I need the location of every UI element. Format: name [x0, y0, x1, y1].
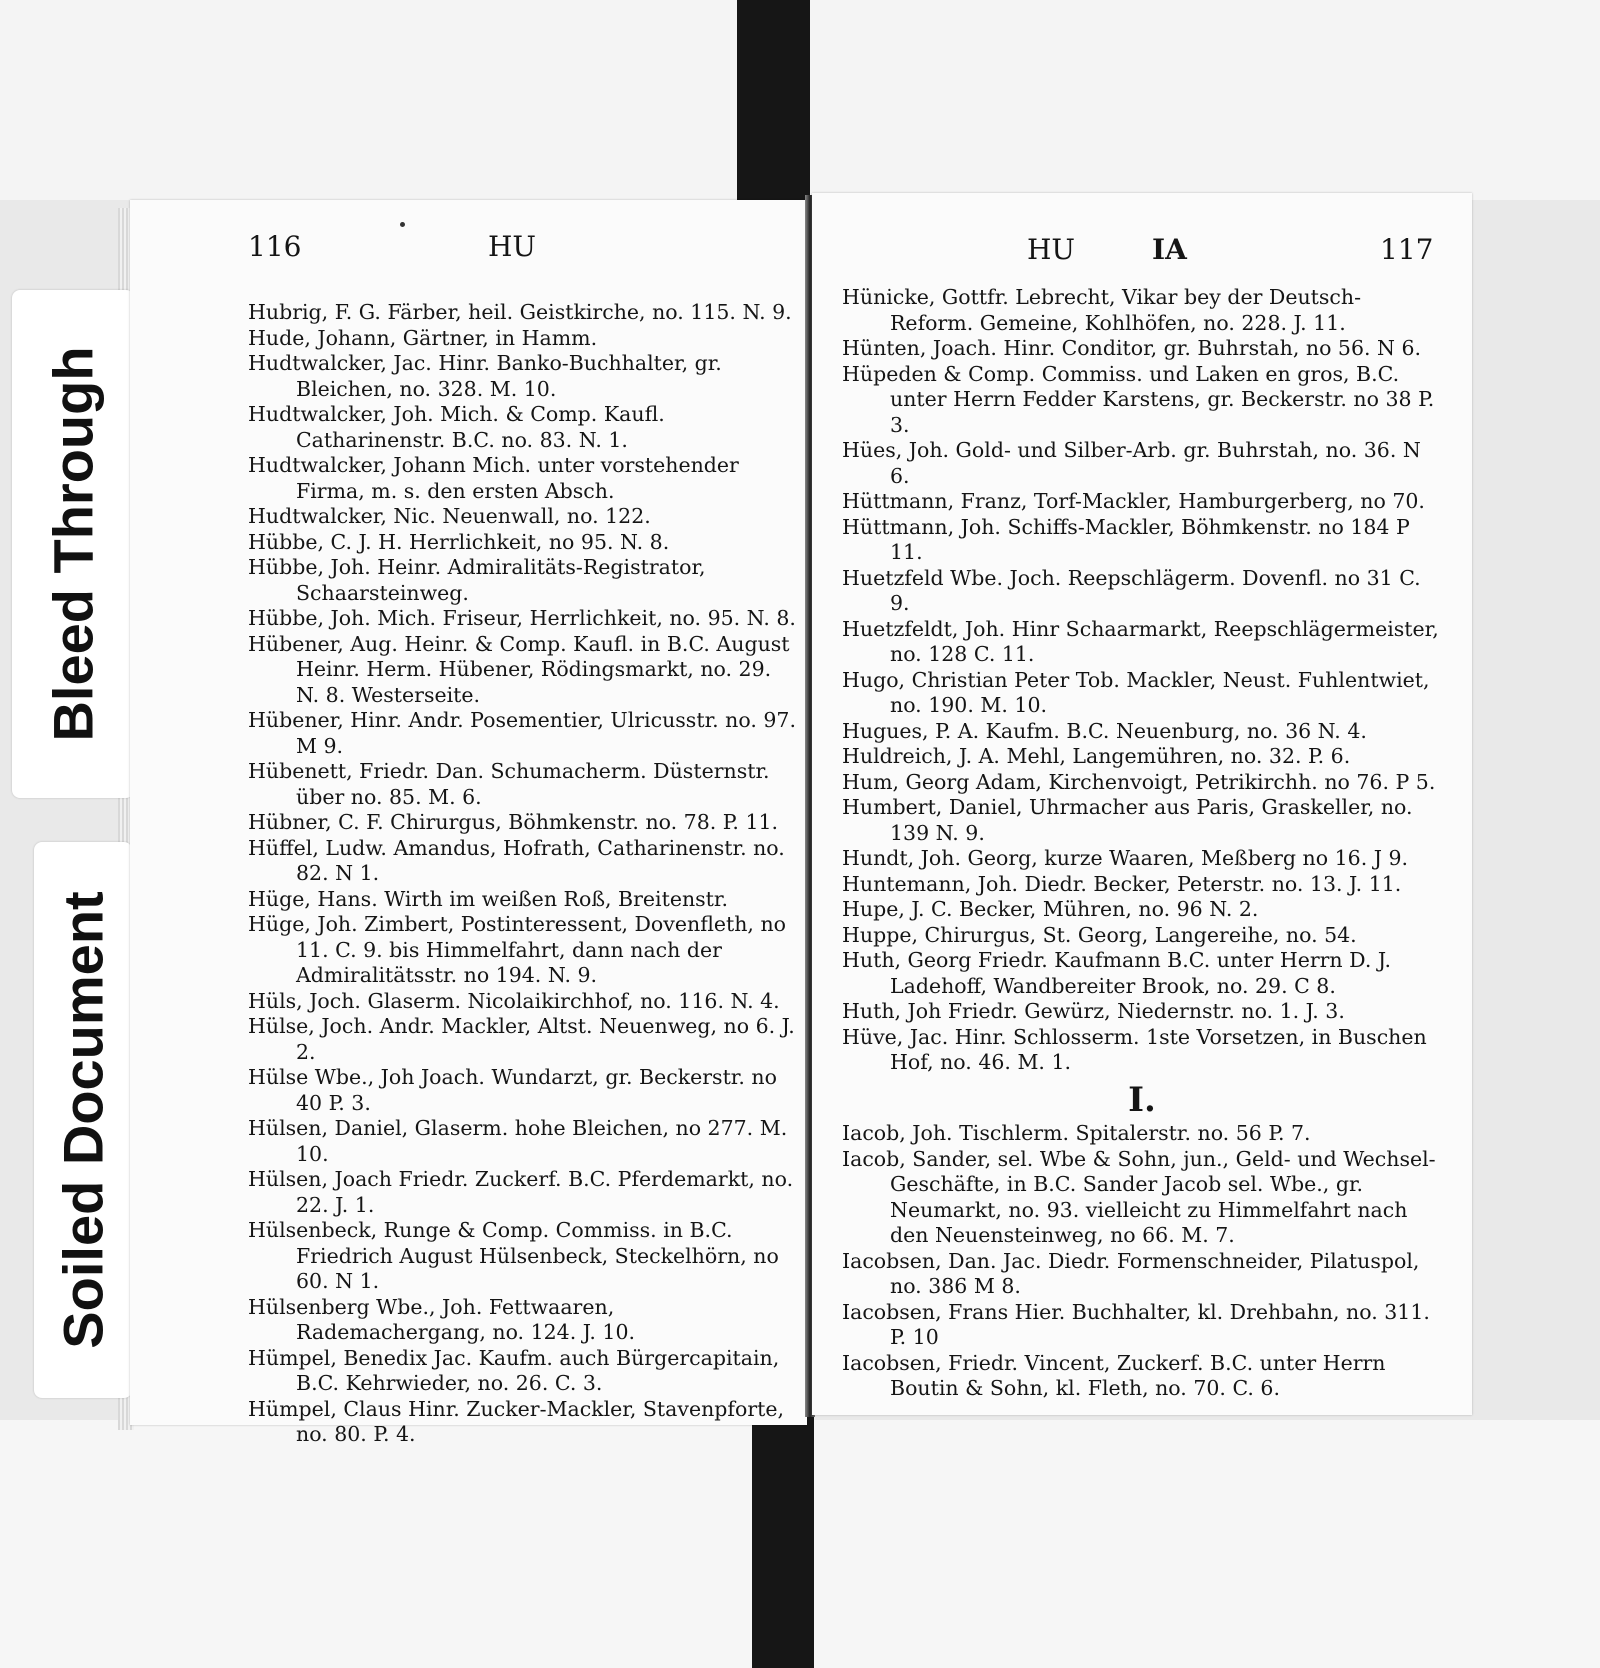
directory-entry: Hübenett, Friedr. Dan. Schumacherm. Düsternstr. über no. 85. M. 6.	[248, 759, 770, 809]
left-page	[130, 200, 807, 1446]
left-page-number: 116	[248, 230, 302, 263]
directory-entry: Hünten, Joach. Hinr. Conditor, gr. Buhrstah, no 56. N 6.	[842, 336, 1422, 360]
directory-entry: Huetzfeldt, Joh. Hinr Schaarmarkt, Reepschlägermeister, no. 128 C. 11.	[842, 616, 1439, 666]
directory-entry: Hübbe, C. J. H. Herrlichkeit, no 95. N. 8.	[248, 529, 670, 554]
directory-entry: Hümpel, Claus Hinr. Zucker-Mackler, Stavenpforte, no. 80. P. 4.	[248, 1396, 785, 1446]
directory-entry: Hum, Georg Adam, Kirchenvoigt, Petrikirchh. no 76. P 5.	[842, 769, 1436, 794]
directory-entry: Hüge, Hans. Wirth im weißen Roß, Breitenstr.	[248, 886, 728, 911]
directory-entry: Huntemann, Joh. Diedr. Becker, Peterstr. no. 13. J. 11.	[842, 871, 1402, 896]
directory-entry: Iacobsen, Dan. Jac. Diedr. Formenschneider, Pilatuspol, no. 386 M 8.	[842, 1248, 1420, 1298]
directory-entry: Hülse, Joch. Andr. Mackler, Altst. Neuenweg, no 6. J. 2.	[248, 1014, 795, 1064]
directory-entry: Hüge, Joh. Zimbert, Postinteressent, Dovenfleth, no 11. C. 9. bis Himmelfahrt, dann nach der Admiralitätsstr. no 194. N. 9.	[248, 912, 787, 987]
directory-entry: Hülsen, Joach Friedr. Zuckerf. B.C. Pferdemarkt, no. 22. J. 1.	[248, 1167, 794, 1217]
directory-entry: Hülsenberg Wbe., Joh. Fettwaaren, Rademachergang, no. 124. J. 10.	[248, 1294, 636, 1344]
directory-entry: Hüttmann, Joh. Schiffs-Mackler, Böhmkenstr. no 184 P 11.	[842, 514, 1410, 564]
directory-entry: Hundt, Joh. Georg, kurze Waaren, Meßberg no 16. J 9.	[842, 846, 1409, 870]
soiled-document-text: Soiled Document	[51, 891, 115, 1349]
directory-entry: Hüpeden & Comp. Commiss. und Laken en gros, B.C. unter Herrn Fedder Karstens, gr. Beckerstr. no 38 P. 3.	[842, 361, 1435, 437]
directory-entry: Hülsen, Daniel, Glaserm. hohe Bleichen, no 277. M. 10.	[248, 1116, 788, 1166]
directory-entry: Hübbe, Joh. Heinr. Admiralitäts-Registrator, Schaarsteinweg.	[248, 555, 706, 605]
directory-entry: Hudtwalcker, Jac. Hinr. Banko-Buchhalter, gr. Bleichen, no. 328. M. 10.	[248, 351, 722, 401]
directory-entry: Hudtwalcker, Johann Mich. unter vorstehender Firma, m. s. den ersten Absch.	[248, 453, 739, 503]
directory-entry: Hugues, P. A. Kaufm. B.C. Neuenburg, no. 36 N. 4.	[842, 718, 1367, 743]
directory-entry: Hubrig, F. G. Färber, heil. Geistkirche, no. 115. N. 9.	[248, 300, 792, 324]
directory-entry: Hupe, J. C. Becker, Mühren, no. 96 N. 2.	[842, 897, 1259, 921]
right-entry-list	[842, 285, 1442, 1402]
directory-entry: Hülse Wbe., Joh Joach. Wundarzt, gr. Beckerstr. no 40 P. 3.	[248, 1065, 777, 1115]
right-page-number: 117	[1380, 233, 1434, 266]
page-speck	[400, 222, 405, 227]
right-page	[812, 193, 1472, 1415]
directory-entry: Hübner, C. F. Chirurgus, Böhmkenstr. no. 78. P. 11.	[248, 810, 779, 834]
directory-entry: Hudtwalcker, Joh. Mich. & Comp. Kaufl. Catharinenstr. B.C. no. 83. N. 1.	[248, 402, 665, 452]
right-running-head-hu: HU	[1027, 233, 1076, 266]
directory-entry: Iacob, Joh. Tischlerm. Spitalerstr. no. 56 P. 7.	[842, 1121, 1311, 1145]
directory-entry: Hümpel, Benedix Jac. Kaufm. auch Bürgercapitain, B.C. Kehrwieder, no. 26. C. 3.	[248, 1345, 780, 1395]
left-running-head: HU	[488, 230, 537, 263]
section-letter-i: I.	[1128, 1079, 1156, 1120]
bleed-through-label	[12, 290, 134, 798]
directory-entry: Hüve, Jac. Hinr. Schlosserm. 1ste Vorsetzen, in Buschen Hof, no. 46. M. 1.	[842, 1024, 1427, 1074]
right-running-head-ia: IA	[1152, 233, 1187, 266]
directory-entry: Hüls, Joch. Glaserm. Nicolaikirchhof, no. 116. N. 4.	[248, 988, 780, 1013]
directory-entry: Huth, Georg Friedr. Kaufmann B.C. unter Herrn D. J. Ladehoff, Wandbereiter Brook, no. 29. C 8.	[842, 948, 1392, 998]
directory-entry: Hugo, Christian Peter Tob. Mackler, Neust. Fuhlentwiet, no. 190. M. 10.	[842, 667, 1430, 717]
directory-entry: Hübbe, Joh. Mich. Friseur, Herrlichkeit, no. 95. N. 8.	[248, 606, 796, 630]
directory-entry: Huetzfeld Wbe. Joch. Reepschlägerm. Dovenfl. no 31 C. 9.	[842, 565, 1421, 615]
directory-entry: Hüttmann, Franz, Torf-Mackler, Hamburgerberg, no 70.	[842, 489, 1425, 513]
directory-entry: Humbert, Daniel, Uhrmacher aus Paris, Graskeller, no. 139 N. 9.	[842, 795, 1413, 845]
directory-entry: Huth, Joh Friedr. Gewürz, Niedernstr. no. 1. J. 3.	[842, 999, 1345, 1023]
directory-entry: Hüffel, Ludw. Amandus, Hofrath, Catharinenstr. no. 82. N 1.	[248, 835, 785, 885]
left-entry-list	[248, 300, 796, 1448]
soiled-document-label	[34, 842, 132, 1398]
i-entries	[842, 1121, 1442, 1402]
hu-entries	[842, 285, 1442, 1076]
directory-entry: Hübener, Aug. Heinr. & Comp. Kaufl. in B.C. August Heinr. Herm. Hübener, Rödingsmarkt, no. 29. N. 8. Westerseite.	[248, 631, 790, 707]
directory-entry: Iacobsen, Friedr. Vincent, Zuckerf. B.C. unter Herrn Boutin & Sohn, kl. Fleth, no. 70. C. 6.	[842, 1350, 1386, 1400]
directory-entry: Hude, Johann, Gärtner, in Hamm.	[248, 325, 598, 350]
directory-entry: Huppe, Chirurgus, St. Georg, Langereihe, no. 54.	[842, 922, 1357, 947]
scanner-spine-top	[737, 0, 810, 210]
directory-entry: Hübener, Hinr. Andr. Posementier, Ulricusstr. no. 97. M 9.	[248, 708, 796, 758]
directory-entry: Hülsenbeck, Runge & Comp. Commiss. in B.C. Friedrich August Hülsenbeck, Steckelhörn, no 60. N 1.	[248, 1218, 779, 1293]
bleed-through-text: Bleed Through	[41, 346, 105, 742]
directory-entry: Huldreich, J. A. Mehl, Langemühren, no. 32. P. 6.	[842, 744, 1351, 768]
directory-entry: Iacob, Sander, sel. Wbe & Sohn, jun., Geld- und Wechsel-Geschäfte, in B.C. Sander Jacob sel. Wbe., gr. Neumarkt, no. 93. vielleicht zu Himmelfahrt nach den Neuensteinweg, no 66. M. 7.	[842, 1146, 1436, 1247]
directory-entry: Hünicke, Gottfr. Lebrecht, Vikar bey der Deutsch-Reform. Gemeine, Kohlhöfen, no. 228. J. 11.	[842, 285, 1362, 335]
directory-entry: Iacobsen, Frans Hier. Buchhalter, kl. Drehbahn, no. 311. P. 10	[842, 1299, 1430, 1349]
directory-entry: Hudtwalcker, Nic. Neuenwall, no. 122.	[248, 504, 651, 528]
directory-entry: Hües, Joh. Gold- und Silber-Arb. gr. Buhrstah, no. 36. N 6.	[842, 438, 1421, 488]
